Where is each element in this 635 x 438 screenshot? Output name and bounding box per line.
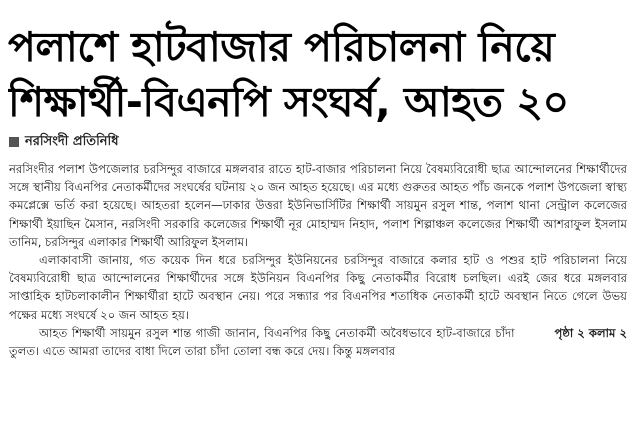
byline-text: নরসিংদী প্রতিনিধি — [25, 133, 119, 149]
paragraph-2: এলাকাবাসী জানায়, গত কয়েক দিন ধরে চরসিন্দুর ইউনিয়নের চরসিন্দুর বাজারে কলার হাট ও পশুর হাট পরিচালনা নিয়ে বৈষম্যবিরোধী ছাত্র আন্দোলনের শিক্ষার্থীদের সঙ্গে ইউনিয়ন বিএনপির কিছু নেতাকর্মীর বিরোধ চলছিল। এরই জের ধরে মঙ্গলবার সাপ্তাহিক হাটচলাকালীন শিক্ষার্থীরা হাটে অবস্থান নেয়। পরে সন্ধ্যার পর বিএনপির শতাধিক নেতাকর্মী হাটে অবস্থান নিতে গেলে উভয় পক্ষের মধ্যে সংঘর্ষে ২০ জন আহত হয়। — [9, 253, 627, 322]
bullet-square-icon — [9, 137, 19, 147]
paragraph-3 — [9, 324, 627, 360]
paragraph-3-text: আহত শিক্ষার্থী সায়মুন রসুল শান্ত গাজী জানান, বিএনপির কিছু নেতাকর্মী অবৈধভাবে হাট-বাজারে চাঁদা তুলত। এতে আমরা তাদের বাধা দিলে তারা চাঁদা তোলা বন্ধ করে দেয়। কিন্তু মঙ্গলবার — [9, 325, 515, 359]
headline-line-1: পলাশে হাটবাজার পরিচালনা নিয়ে — [8, 23, 555, 71]
continuation-note: পৃষ্ঠা ২ কলাম ২ — [554, 325, 627, 340]
paragraph-1: নরসিংদীর পলাশ উপজেলার চরসিন্দুর বাজারে মঙ্গলবার রাতে হাট-বাজার পরিচালনা নিয়ে বৈষম্যবিরোধী ছাত্র আন্দোলনের শিক্ষার্থীদের সঙ্গে স্থানীয় বিএনপির নেতাকর্মীদের সংঘর্ষের ঘটনায় ২০ জন আহত হয়েছে। এর মধ্যে গুরুতর আহত পাঁচ জনকে পলাশ উপজেলা স্বাস্থ্য কমপ্লেক্সে ভর্তি করা হয়েছে। আহতরা হলেন—ঢাকার উত্তরা ইউনিভার্সিটির শিক্ষার্থী সায়মুন রসুল শান্ত, পলাশ থানা সেন্ট্রাল কলেজের শিক্ষার্থী ইয়াছিন মৈসান, নরসিংদী সরকারি কলেজের শিক্ষার্থী নূর মোহাম্মদ নিহাদ, পলাশ শিল্পাঞ্চল কলেজের শিক্ষার্থী আশরাফুল ইসলাম তানিম, চরসিন্দুর এলাকার শিক্ষার্থী আরিফুল ইসলাম। — [9, 162, 627, 249]
byline — [9, 133, 119, 151]
headline — [8, 20, 628, 130]
headline-line-2: শিক্ষার্থী-বিএনপি সংঘর্ষ, আহত ২০ — [8, 78, 569, 126]
article-body — [9, 160, 627, 360]
